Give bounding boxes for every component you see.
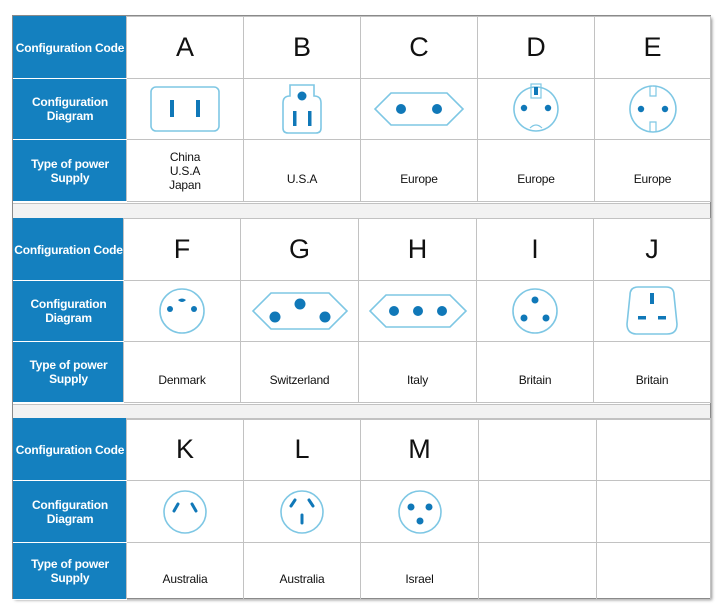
section-a-to-e — [13, 16, 710, 202]
config-code-header: Configuration Code — [14, 219, 124, 281]
bs1363-socket-icon — [624, 284, 680, 338]
config-diagram-cell — [241, 281, 359, 342]
config-code-cell: G — [241, 219, 359, 281]
round-three-pin-socket-icon — [509, 285, 561, 337]
power-supply-cell: Italy — [359, 342, 477, 403]
config-diagram-cell — [244, 481, 361, 543]
schuko-socket-icon — [626, 82, 680, 136]
config-diagram-header: Configuration Diagram — [14, 79, 127, 140]
empty-cell — [597, 481, 711, 543]
config-diagram-cell — [361, 79, 478, 140]
section-divider — [13, 203, 710, 219]
empty-cell — [597, 543, 711, 600]
config-diagram-cell — [477, 281, 594, 342]
config-code-header: Configuration Code — [14, 419, 127, 481]
power-supply-cell: Australia — [127, 543, 244, 600]
config-code-cell: H — [359, 219, 477, 281]
config-diagram-cell — [594, 281, 711, 342]
empty-cell — [479, 419, 597, 481]
power-supply-cell: Europe — [361, 140, 478, 202]
section-f-to-j — [13, 218, 710, 403]
australian-socket-icon — [160, 487, 210, 537]
config-diagram-cell — [124, 281, 241, 342]
config-code-cell: K — [127, 419, 244, 481]
section-k-to-m — [13, 418, 710, 600]
power-supply-cell: Switzerland — [241, 342, 359, 403]
french-earth-pin-socket-icon — [509, 82, 563, 136]
config-code-header: Configuration Code — [14, 17, 127, 79]
power-supply-cell: Israel — [361, 543, 479, 600]
israeli-socket-icon — [395, 487, 445, 537]
power-supply-cell: Europe — [478, 140, 595, 202]
config-code-cell: I — [477, 219, 594, 281]
power-supply-cell: Australia — [244, 543, 361, 600]
us-grounded-plug-icon — [277, 82, 327, 136]
config-code-cell: E — [595, 17, 711, 79]
config-diagram-cell — [478, 79, 595, 140]
config-code-cell: A — [127, 17, 244, 79]
power-supply-cell: Britain — [594, 342, 711, 403]
swiss-three-pin-plug-icon — [249, 289, 351, 333]
power-supply-cell: Europe — [595, 140, 711, 202]
power-supply-cell: Denmark — [124, 342, 241, 403]
config-code-cell: F — [124, 219, 241, 281]
plug-configuration-chart — [13, 16, 710, 598]
danish-socket-icon — [156, 285, 208, 337]
power-supply-header: Type of power Supply — [14, 140, 127, 202]
config-code-cell: B — [244, 17, 361, 79]
config-diagram-cell — [127, 79, 244, 140]
power-supply-header: Type of power Supply — [14, 543, 127, 600]
power-supply-cell: China U.S.A Japan — [127, 140, 244, 202]
power-supply-header: Type of power Supply — [14, 342, 124, 403]
empty-cell — [597, 419, 711, 481]
australian-earth-socket-icon — [277, 487, 327, 537]
config-diagram-cell — [361, 481, 479, 543]
config-code-cell: L — [244, 419, 361, 481]
power-supply-cell: U.S.A — [244, 140, 361, 202]
power-supply-cell: Britain — [477, 342, 594, 403]
config-code-cell: M — [361, 419, 479, 481]
config-code-cell: D — [478, 17, 595, 79]
empty-cell — [479, 481, 597, 543]
config-code-cell: J — [594, 219, 711, 281]
config-diagram-header: Configuration Diagram — [14, 281, 124, 342]
empty-cell — [479, 543, 597, 600]
config-diagram-cell — [127, 481, 244, 543]
config-diagram-cell — [359, 281, 477, 342]
us-flat-two-pin-socket-icon — [148, 84, 222, 134]
config-diagram-cell — [244, 79, 361, 140]
config-diagram-cell — [595, 79, 711, 140]
config-code-cell: C — [361, 17, 478, 79]
italian-three-pin-plug-icon — [366, 291, 470, 331]
config-diagram-header: Configuration Diagram — [14, 481, 127, 543]
europlug-two-pin-icon — [371, 89, 467, 129]
